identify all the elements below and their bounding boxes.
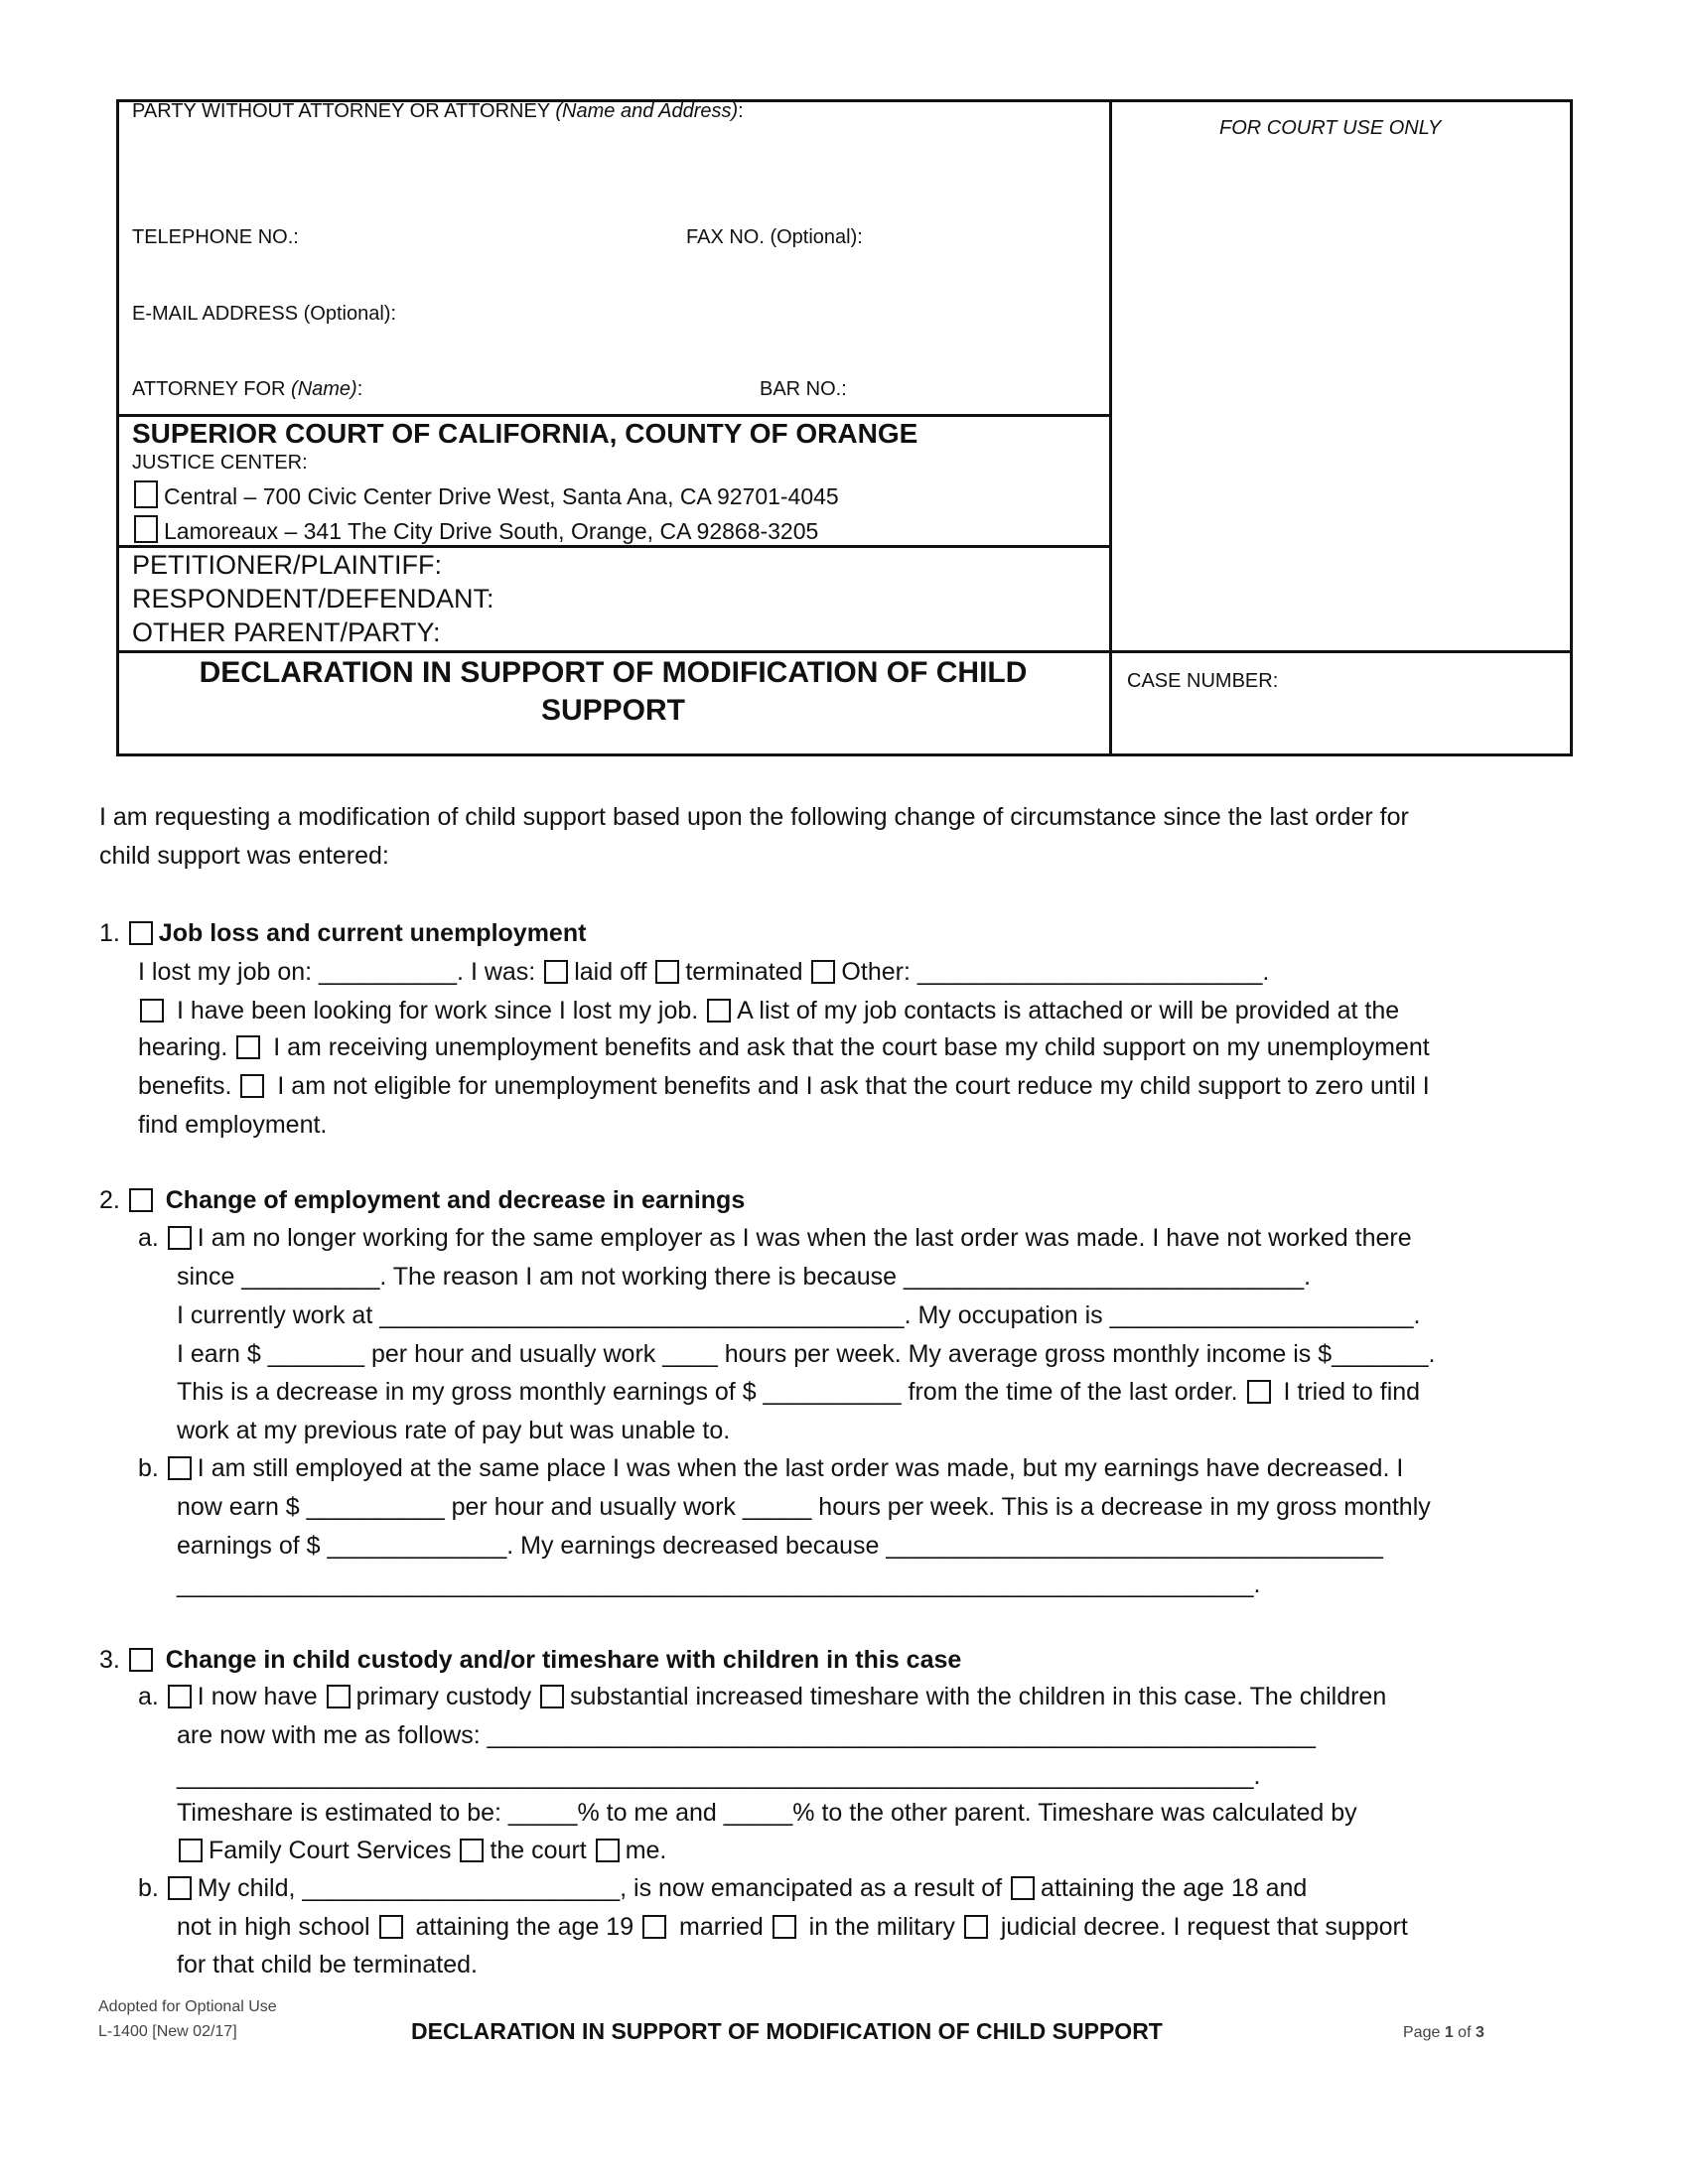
checkbox-job-contacts[interactable] (707, 999, 731, 1023)
body-text: hearing. (138, 1033, 235, 1061)
body-text: laid off (574, 958, 654, 986)
divider (116, 545, 1110, 548)
checkbox[interactable] (134, 480, 158, 508)
bar-no-label: BAR NO.: (760, 378, 847, 400)
body-text: I am not eligible for unemployment benefits and I ask that the court reduce my child support to zero until I (270, 1072, 1430, 1100)
checkbox-married[interactable] (642, 1915, 666, 1939)
body-text: Timeshare is estimated to be: _____% to me and _____% to the other parent. Timeshare was calculated by (177, 1799, 1357, 1827)
body-text: b. (138, 1874, 166, 1902)
checkbox-job-loss[interactable] (129, 921, 153, 945)
divider (116, 414, 1110, 417)
page-prefix: Page (1403, 2024, 1445, 2041)
attorney-for-end: : (356, 378, 363, 400)
checkbox-other[interactable] (811, 960, 835, 984)
center-option-lamoreaux[interactable] (132, 515, 818, 545)
email-label: E-MAIL ADDRESS (Optional): (132, 303, 397, 325)
body-line (138, 1453, 1403, 1483)
body-text: attaining the age 18 and (1041, 1874, 1308, 1902)
page-of: of (1453, 2024, 1476, 2041)
body-line (138, 1032, 1430, 1062)
body-text: Family Court Services (209, 1837, 459, 1864)
checkbox-judicial-decree[interactable] (964, 1915, 988, 1939)
checkbox-still-employed[interactable] (168, 1456, 192, 1480)
body-text: 1. (99, 919, 127, 947)
body-line (138, 957, 1269, 987)
body-text: me. (625, 1837, 667, 1864)
body-text: the court (490, 1837, 594, 1864)
body-line (99, 841, 389, 871)
checkbox-the-court[interactable] (460, 1839, 484, 1862)
body-text: work at my previous rate of pay but was unable to. (177, 1417, 731, 1444)
case-number-label: CASE NUMBER: (1127, 670, 1279, 692)
body-text: child support was entered: (99, 842, 389, 870)
body-text: I now have (197, 1683, 325, 1710)
attorney-for-text: ATTORNEY FOR (132, 378, 292, 400)
body-line (177, 1761, 1260, 1791)
body-text: I earn $ _______ per hour and usually work ____ hours per week. My average gross monthly income is $_______. (177, 1340, 1436, 1368)
body-text: for that child be terminated. (177, 1951, 478, 1979)
body-line (177, 1570, 1260, 1599)
checkbox-no-longer-working[interactable] (168, 1226, 192, 1250)
body-text: I tried to find (1276, 1378, 1421, 1406)
checkbox-fcs[interactable] (179, 1839, 203, 1862)
body-line (177, 1798, 1357, 1828)
checkbox-laid-off[interactable] (544, 960, 568, 984)
body-text: My child, _______________________, is now emancipated as a result of (197, 1874, 1010, 1902)
telephone-label: TELEPHONE NO.: (132, 226, 299, 248)
court-use-label: FOR COURT USE ONLY (1219, 117, 1442, 139)
body-line (177, 1492, 1431, 1522)
party-label-text: PARTY WITHOUT ATTORNEY OR ATTORNEY (132, 100, 556, 122)
body-text: I currently work at ______________________________________. My occupation is ______________________. (177, 1301, 1421, 1329)
body-text: I am receiving unemployment benefits and ask that the court base my child support on my unemployment (266, 1033, 1430, 1061)
party-label-italic: (Name and Address) (555, 100, 739, 122)
body-text: Other: _________________________. (841, 958, 1270, 986)
body-text: earnings of $ _____________. My earnings decreased because ____________________________________ (177, 1532, 1383, 1560)
body-text: in the military (801, 1913, 962, 1941)
body-line (177, 1416, 730, 1445)
petitioner-label: PETITIONER/PLAINTIFF: (132, 550, 443, 580)
checkbox-me[interactable] (596, 1839, 620, 1862)
body-text: a. (138, 1224, 166, 1252)
body-text: judicial decree. I request that support (993, 1913, 1408, 1941)
justice-center-label: JUSTICE CENTER: (132, 452, 308, 474)
body-text: This is a decrease in my gross monthly earnings of $ __________ from the time of the last order. (177, 1378, 1245, 1406)
body-line (177, 1912, 1408, 1942)
body-text: 3. (99, 1646, 127, 1674)
fax-label: FAX NO. (Optional): (686, 226, 863, 248)
checkbox-not-eligible[interactable] (240, 1074, 264, 1098)
divider (116, 650, 1573, 653)
body-text: ______________________________________________________________________________. (177, 1570, 1261, 1598)
center-label: Lamoreaux – 341 The City Drive South, Orange, CA 92868-3205 (164, 518, 819, 544)
form-title-line: DECLARATION IN SUPPORT OF MODIFICATION OF CHILD (199, 656, 1028, 689)
body-line (138, 1110, 327, 1140)
body-line (99, 802, 1409, 832)
body-text: I am no longer working for the same employer as I was when the last order was made. I have not worked there (197, 1224, 1412, 1252)
body-text: b. (138, 1454, 166, 1482)
checkbox-increased-timeshare[interactable] (540, 1685, 564, 1708)
body-text: not in high school (177, 1913, 377, 1941)
body-text: attaining the age 19 (408, 1913, 641, 1941)
center-label: Central – 700 Civic Center Drive West, Santa Ana, CA 92701-4045 (164, 483, 839, 509)
body-text: find employment. (138, 1111, 328, 1139)
body-text: are now with me as follows: ____________________________________________________________ (177, 1721, 1316, 1749)
body-line (177, 1300, 1420, 1330)
body-text: I have been looking for work since I lost my job. (170, 997, 706, 1024)
body-text: benefits. (138, 1072, 239, 1100)
body-text: I am requesting a modification of child support based upon the following change of circumstance since the last order for (99, 803, 1409, 831)
checkbox[interactable] (134, 515, 158, 543)
body-line (99, 1185, 745, 1215)
checkbox-military[interactable] (773, 1915, 796, 1939)
page-number: 1 (1444, 2024, 1454, 2041)
checkbox-primary-custody[interactable] (327, 1685, 351, 1708)
respondent-label: RESPONDENT/DEFENDANT: (132, 584, 494, 614)
body-line (138, 1873, 1307, 1903)
body-line (138, 1682, 1386, 1711)
checkbox-now-have[interactable] (168, 1685, 192, 1708)
checkbox-age-18[interactable] (1011, 1876, 1035, 1900)
other-parent-label: OTHER PARENT/PARTY: (132, 617, 441, 647)
body-text: ______________________________________________________________________________. (177, 1762, 1261, 1790)
body-text: terminated (685, 958, 810, 986)
body-line (138, 1223, 1412, 1253)
checkbox-receiving-benefits[interactable] (236, 1035, 260, 1059)
body-line (177, 1836, 666, 1865)
body-line (99, 1645, 961, 1675)
checkbox-emancipated[interactable] (168, 1876, 192, 1900)
body-text: since __________. The reason I am not working there is because _____________________________. (177, 1263, 1312, 1291)
section-heading: Change of employment and decrease in earnings (158, 1186, 746, 1214)
section-heading: Change in child custody and/or timeshare with children in this case (158, 1646, 962, 1674)
body-text: substantial increased timeshare with the children in this case. The children (570, 1683, 1387, 1710)
page-indicator (1403, 2024, 1484, 2042)
body-line (99, 918, 586, 948)
form-id: L-1400 [New 02/17] (98, 2023, 237, 2040)
checkbox-age-19[interactable] (379, 1915, 403, 1939)
checkbox-terminated[interactable] (655, 960, 679, 984)
party-label (132, 100, 744, 123)
body-line (177, 1377, 1420, 1407)
court-name: SUPERIOR COURT OF CALIFORNIA, COUNTY OF ORANGE (132, 418, 918, 449)
section-heading: Job loss and current unemployment (158, 919, 587, 947)
checkbox-custody-change[interactable] (129, 1648, 153, 1672)
body-line (177, 1339, 1435, 1369)
body-line (177, 1720, 1316, 1750)
body-line (138, 996, 1399, 1025)
form-title (116, 654, 1110, 730)
center-option-central[interactable] (132, 480, 839, 510)
adopted-label: Adopted for Optional Use (98, 1998, 277, 2015)
attorney-for-label (132, 378, 362, 401)
body-line (138, 1071, 1430, 1101)
body-text: A list of my job contacts is attached or will be provided at the (737, 997, 1400, 1024)
body-text: primary custody (355, 1683, 539, 1710)
body-text: 2. (99, 1186, 127, 1214)
body-text: I am still employed at the same place I was when the last order was made, but my earnings have decreased. I (197, 1454, 1404, 1482)
page-total: 3 (1475, 2024, 1484, 2041)
body-text: a. (138, 1683, 166, 1710)
checkbox-tried-to-find[interactable] (1247, 1380, 1271, 1404)
attorney-for-italic: (Name) (291, 378, 357, 400)
body-text: now earn $ __________ per hour and usually work _____ hours per week. This is a decrease in my gross monthly (177, 1493, 1431, 1521)
checkbox-change-employment[interactable] (129, 1188, 153, 1212)
body-line (177, 1950, 478, 1979)
body-line (177, 1262, 1311, 1292)
checkbox-looking-for-work[interactable] (140, 999, 164, 1023)
form-title-line: SUPPORT (540, 694, 686, 727)
party-label-end: : (738, 100, 744, 122)
body-text: I lost my job on: __________. I was: (138, 958, 543, 986)
body-text: married (672, 1913, 771, 1941)
footer-title: DECLARATION IN SUPPORT OF MODIFICATION OF CHILD SUPPORT (411, 2018, 1163, 2044)
body-line (177, 1531, 1383, 1561)
